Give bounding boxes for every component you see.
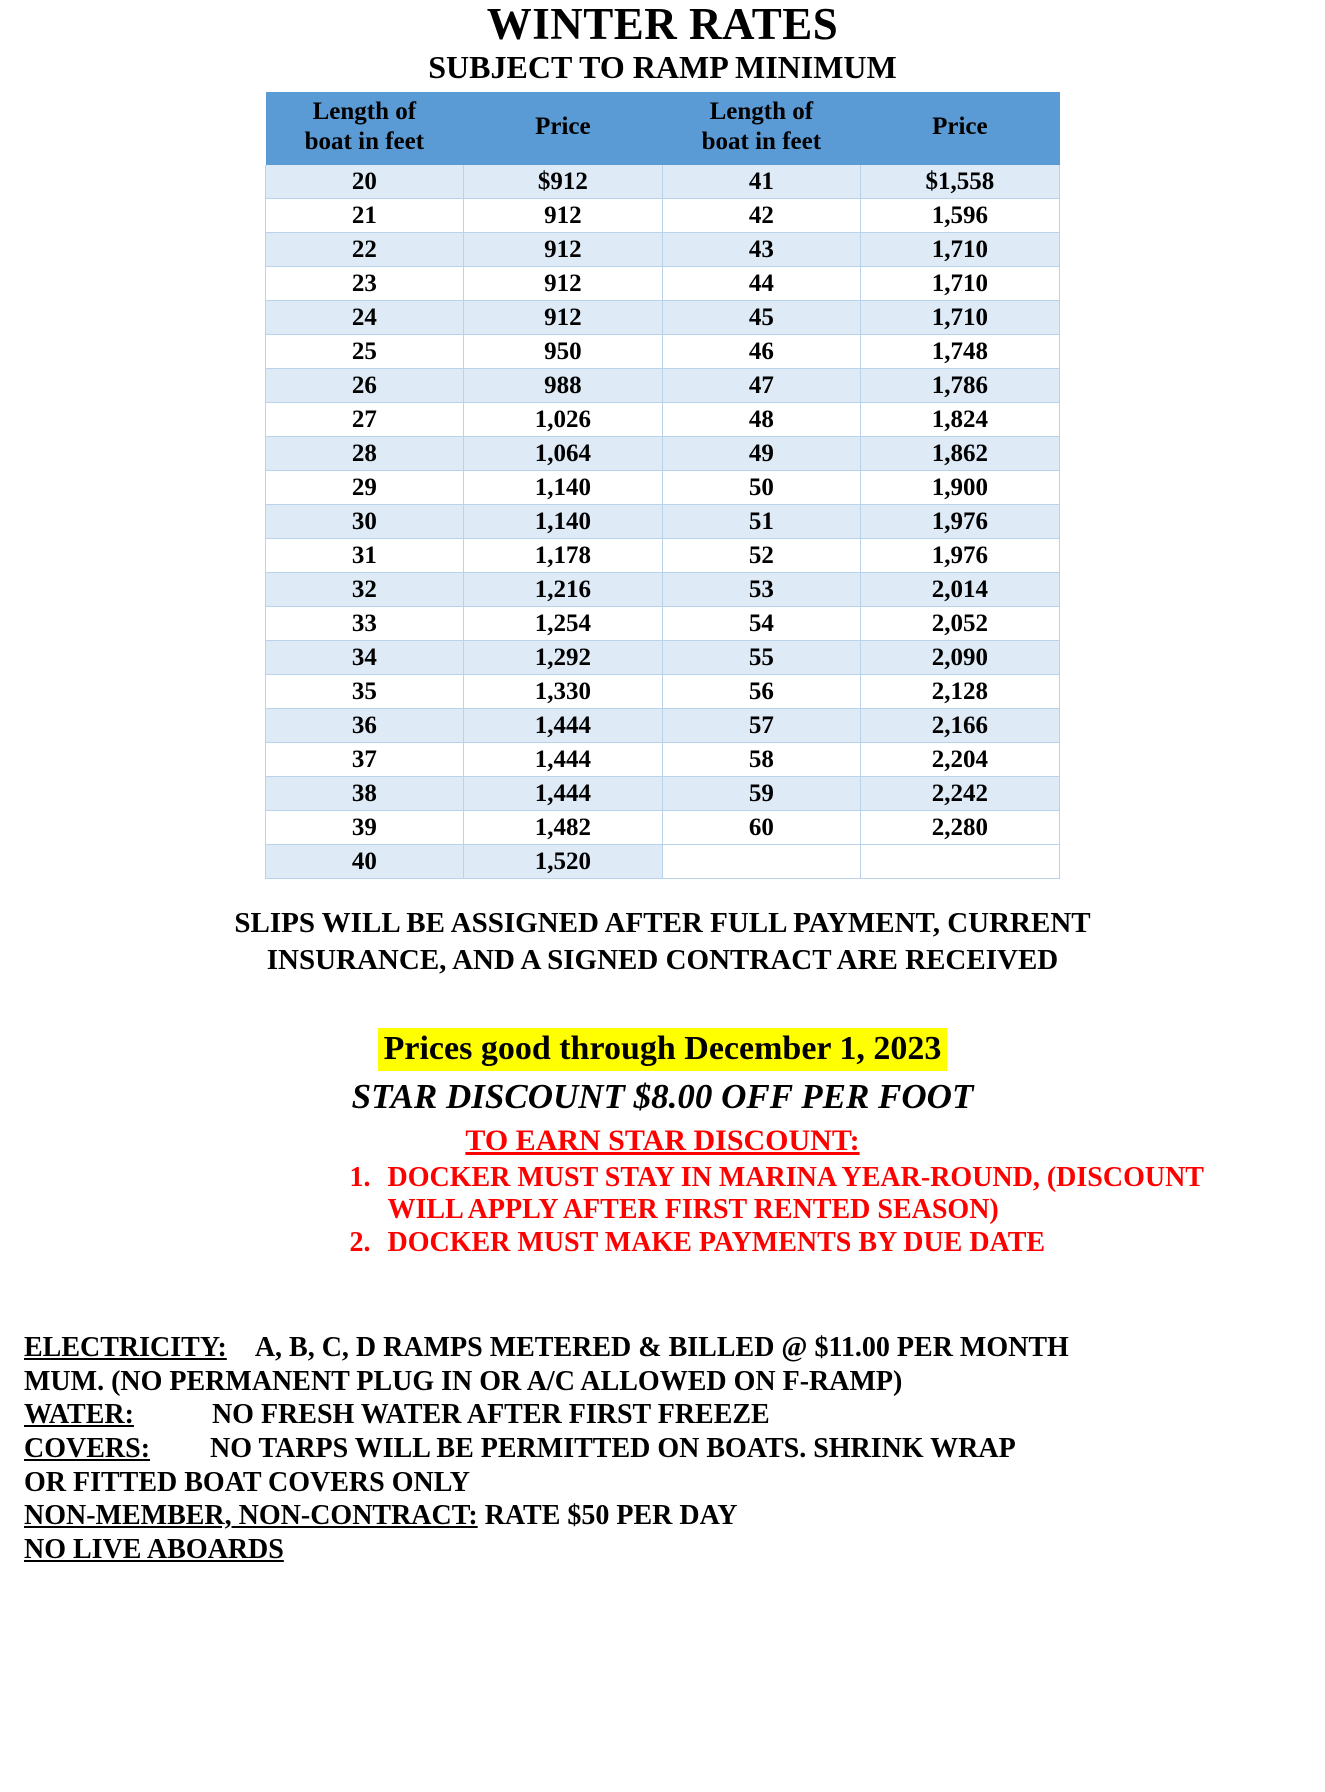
services-notes	[0, 1331, 1325, 1566]
covers-line2: OR FITTED BOAT COVERS ONLY	[24, 1466, 471, 1498]
cell-length-right: 56	[662, 675, 860, 709]
requirement-number: 1.	[349, 1161, 371, 1193]
cell-price-left: 1,482	[463, 811, 662, 845]
cell-price-right: 1,596	[860, 199, 1059, 233]
water-value: NO FRESH WATER AFTER FIRST FREEZE	[211, 1399, 770, 1431]
table-header	[266, 92, 1060, 165]
cell-price-left: 1,026	[463, 403, 662, 437]
column-header-length-right	[662, 92, 860, 165]
cell-price-left: 1,444	[463, 709, 662, 743]
cell-price-right: 1,710	[860, 301, 1059, 335]
requirement-text-continued: WILL APPLY AFTER FIRST RENTED SEASON)	[387, 1194, 999, 1226]
cell-length-left: 37	[266, 743, 464, 777]
page-title: WINTER RATES	[486, 0, 839, 49]
cell-length-right	[662, 845, 860, 879]
table-body	[266, 165, 1060, 879]
table-row	[266, 539, 1060, 573]
cell-length-left: 28	[266, 437, 464, 471]
covers-row-continued	[24, 1466, 1311, 1500]
table-row	[266, 199, 1060, 233]
rates-table-container	[265, 92, 1060, 880]
cell-price-right: 2,052	[860, 607, 1059, 641]
column-header-length-left-line2: boat in feet	[304, 128, 425, 156]
table-row	[266, 301, 1060, 335]
non-member-value: RATE $50 PER DAY	[484, 1500, 738, 1532]
cell-price-right: 1,748	[860, 335, 1059, 369]
cell-price-right: 2,242	[860, 777, 1059, 811]
column-header-length-right-line2: boat in feet	[701, 128, 822, 156]
requirement-text: DOCKER MUST STAY IN MARINA YEAR-ROUND, (DISCOUNT WILL APPLY AFTER FIRST RENTED SEASON)	[388, 1162, 1208, 1227]
cell-price-left: 912	[463, 199, 662, 233]
electricity-label: ELECTRICITY:	[24, 1332, 227, 1364]
requirement-text: DOCKER MUST MAKE PAYMENTS BY DUE DATE	[387, 1226, 1046, 1258]
table-row	[266, 845, 1060, 879]
table-row	[266, 641, 1060, 675]
no-live-aboards-row	[24, 1533, 1311, 1567]
column-header-length-right-line1: Length of	[709, 97, 814, 125]
cell-price-left: 1,178	[463, 539, 662, 573]
table-row	[266, 335, 1060, 369]
cell-price-right: $1,558	[860, 165, 1059, 199]
cell-length-right: 54	[662, 607, 860, 641]
cell-length-left: 22	[266, 233, 464, 267]
prices-valid-line	[0, 1028, 1325, 1071]
table-row	[266, 505, 1060, 539]
cell-length-right: 41	[662, 165, 860, 199]
cell-price-right: 1,710	[860, 267, 1059, 301]
table-row	[266, 233, 1060, 267]
cell-price-left: $912	[463, 165, 662, 199]
water-label: WATER:	[24, 1399, 134, 1431]
cell-length-right: 60	[662, 811, 860, 845]
table-row	[266, 675, 1060, 709]
table-row	[266, 471, 1060, 505]
assignment-statement	[98, 905, 1228, 979]
table-row	[266, 777, 1060, 811]
cell-length-left: 39	[266, 811, 464, 845]
table-row	[266, 165, 1060, 199]
cell-price-left: 912	[463, 301, 662, 335]
electricity-row-continued	[24, 1365, 1311, 1399]
cell-length-left: 24	[266, 301, 464, 335]
cell-price-right: 2,280	[860, 811, 1059, 845]
cell-length-left: 40	[266, 845, 464, 879]
cell-price-right	[860, 845, 1059, 879]
cell-length-left: 21	[266, 199, 464, 233]
cell-length-right: 49	[662, 437, 860, 471]
cell-length-right: 46	[662, 335, 860, 369]
covers-value: NO TARPS WILL BE PERMITTED ON BOATS. SHRINK WRAP	[210, 1433, 1016, 1465]
promo-block	[0, 1028, 1325, 1159]
cell-length-right: 44	[662, 267, 860, 301]
star-discount-requirements	[118, 1162, 1208, 1259]
cell-price-right: 2,166	[860, 709, 1059, 743]
cell-length-right: 59	[662, 777, 860, 811]
cell-price-left: 1,064	[463, 437, 662, 471]
cell-length-right: 57	[662, 709, 860, 743]
cell-price-right: 1,786	[860, 369, 1059, 403]
cell-price-left: 1,254	[463, 607, 662, 641]
cell-length-left: 30	[266, 505, 464, 539]
cell-length-right: 50	[662, 471, 860, 505]
cell-length-left: 34	[266, 641, 464, 675]
cell-length-left: 26	[266, 369, 464, 403]
cell-price-right: 1,862	[860, 437, 1059, 471]
table-row	[266, 709, 1060, 743]
electricity-row	[24, 1331, 1311, 1365]
cell-price-right: 1,976	[860, 505, 1059, 539]
covers-label: COVERS:	[24, 1433, 151, 1465]
requirement-number: 2.	[349, 1226, 371, 1258]
column-header-length-left	[266, 92, 464, 165]
cell-price-left: 1,216	[463, 573, 662, 607]
cell-length-left: 36	[266, 709, 464, 743]
electricity-line2: MUM. (NO PERMANENT PLUG IN OR A/C ALLOWED ON F-RAMP)	[24, 1365, 903, 1397]
cell-price-left: 912	[463, 233, 662, 267]
cell-length-right: 52	[662, 539, 860, 573]
cell-length-right: 53	[662, 573, 860, 607]
assignment-statement-line1: SLIPS WILL BE ASSIGNED AFTER FULL PAYMENT, CURRENT	[234, 907, 1091, 940]
cell-length-right: 43	[662, 233, 860, 267]
cell-price-left: 1,520	[463, 845, 662, 879]
star-discount-text: STAR DISCOUNT $8.00 OFF PER FOOT	[351, 1076, 974, 1116]
electricity-value: A, B, C, D RAMPS METERED & BILLED @ $11.00 PER MONTH	[254, 1332, 1069, 1364]
cell-price-right: 1,900	[860, 471, 1059, 505]
table-header-row	[266, 92, 1060, 165]
cell-price-left: 1,444	[463, 743, 662, 777]
no-live-aboards-text: NO LIVE ABOARDS	[24, 1533, 284, 1565]
cell-length-right: 58	[662, 743, 860, 777]
table-row	[266, 437, 1060, 471]
cell-length-left: 20	[266, 165, 464, 199]
column-header-price-right: Price	[860, 92, 1059, 165]
cell-length-left: 35	[266, 675, 464, 709]
cell-length-left: 32	[266, 573, 464, 607]
covers-row	[24, 1432, 1311, 1466]
cell-length-right: 55	[662, 641, 860, 675]
document-header	[0, 0, 1325, 86]
cell-length-left: 25	[266, 335, 464, 369]
cell-price-right: 1,824	[860, 403, 1059, 437]
cell-length-right: 51	[662, 505, 860, 539]
cell-length-left: 33	[266, 607, 464, 641]
table-row	[266, 811, 1060, 845]
cell-price-left: 1,292	[463, 641, 662, 675]
cell-price-left: 1,444	[463, 777, 662, 811]
page-subtitle: SUBJECT TO RAMP MINIMUM	[428, 49, 897, 85]
cell-price-right: 2,204	[860, 743, 1059, 777]
cell-price-right: 2,090	[860, 641, 1059, 675]
cell-price-left: 1,330	[463, 675, 662, 709]
cell-price-left: 988	[463, 369, 662, 403]
table-row	[266, 607, 1060, 641]
table-row	[266, 573, 1060, 607]
column-header-length-left-line1: Length of	[312, 97, 417, 125]
table-row	[266, 369, 1060, 403]
table-row	[266, 403, 1060, 437]
non-member-row	[24, 1499, 1311, 1533]
assignment-statement-line2: INSURANCE, AND A SIGNED CONTRACT ARE RECEIVED	[266, 944, 1059, 977]
cell-length-left: 31	[266, 539, 464, 573]
cell-length-left: 38	[266, 777, 464, 811]
water-row	[24, 1398, 1311, 1432]
cell-length-left: 29	[266, 471, 464, 505]
cell-price-right: 1,710	[860, 233, 1059, 267]
cell-price-left: 950	[463, 335, 662, 369]
column-header-price-left: Price	[463, 92, 662, 165]
cell-price-right: 2,014	[860, 573, 1059, 607]
cell-price-left: 912	[463, 267, 662, 301]
prices-valid-highlight: Prices good through December 1, 2023	[378, 1028, 948, 1071]
earn-star-discount-heading: TO EARN STAR DISCOUNT:	[465, 1123, 860, 1157]
cell-price-left: 1,140	[463, 471, 662, 505]
cell-length-right: 42	[662, 199, 860, 233]
requirement-item	[350, 1227, 1208, 1259]
table-row	[266, 267, 1060, 301]
table-row	[266, 743, 1060, 777]
cell-price-right: 1,976	[860, 539, 1059, 573]
requirement-item	[350, 1162, 1208, 1227]
cell-length-left: 23	[266, 267, 464, 301]
cell-length-right: 48	[662, 403, 860, 437]
cell-price-right: 2,128	[860, 675, 1059, 709]
cell-length-left: 27	[266, 403, 464, 437]
cell-length-right: 45	[662, 301, 860, 335]
rates-table	[265, 92, 1060, 880]
non-member-label: NON-MEMBER, NON-CONTRACT:	[24, 1500, 478, 1532]
cell-length-right: 47	[662, 369, 860, 403]
cell-price-left: 1,140	[463, 505, 662, 539]
